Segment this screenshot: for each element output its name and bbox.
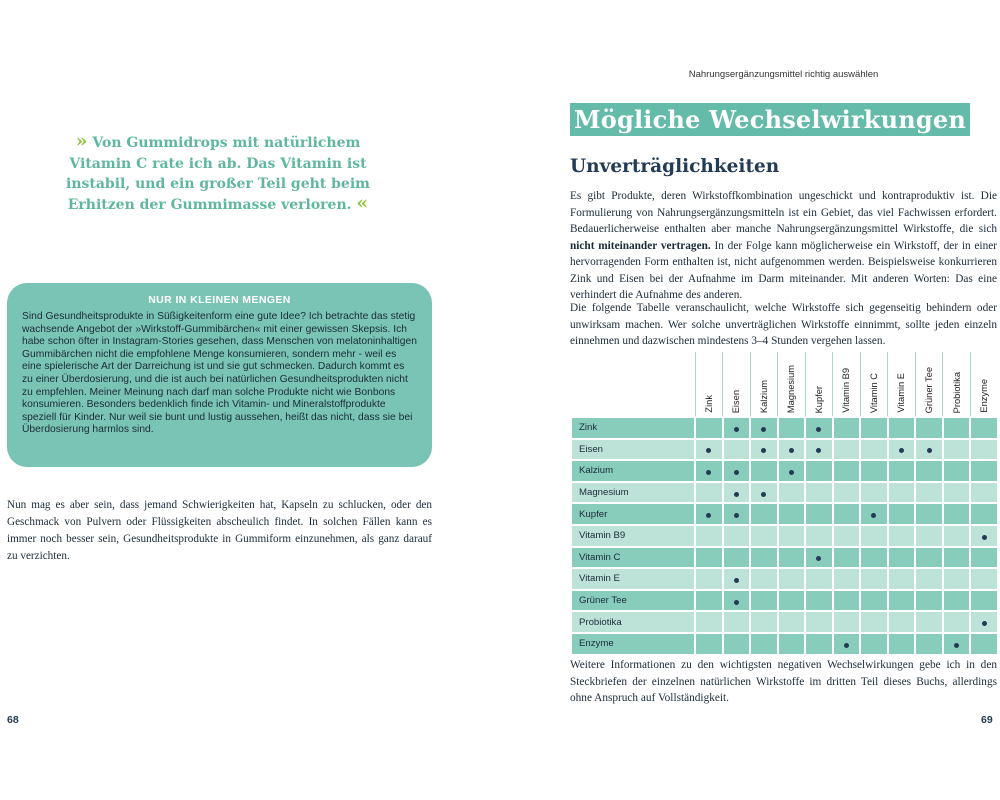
column-header-zink — [695, 352, 723, 417]
table-cell — [915, 568, 943, 590]
column-header-magnesium — [778, 352, 806, 417]
table-cell — [750, 525, 778, 547]
column-header-vitamin-e — [888, 352, 916, 417]
quote-open-mark: » — [75, 130, 88, 152]
table-cell — [778, 417, 806, 439]
table-cell — [888, 568, 916, 590]
table-cell — [805, 439, 833, 461]
column-header-gruener-tee — [915, 352, 943, 417]
running-header: Nahrungsergänzungsmittel richtig auswählen — [688, 69, 879, 80]
table-cell — [695, 525, 723, 547]
column-header-label: Grüner Tee — [924, 366, 935, 413]
table-cell — [833, 439, 861, 461]
table-cell — [695, 611, 723, 633]
table-cell — [888, 482, 916, 504]
table-cell — [805, 482, 833, 504]
column-header-label: Probiotika — [951, 371, 962, 413]
table-cell — [778, 525, 806, 547]
table-cell — [695, 482, 723, 504]
row-label: Kupfer — [571, 503, 695, 525]
table-cell — [970, 503, 998, 525]
table-cell — [695, 460, 723, 482]
table-cell — [805, 611, 833, 633]
column-header-label: Eisen — [731, 389, 742, 413]
interaction-dot — [734, 427, 739, 432]
table-cell — [833, 482, 861, 504]
table-row-eisen — [571, 439, 998, 461]
interaction-dot — [844, 643, 849, 648]
table-cell — [943, 590, 971, 612]
paragraph-1-bold-text: nicht miteinander vertragen. — [570, 239, 711, 252]
table-cell — [970, 417, 998, 439]
row-label: Kalzium — [571, 460, 695, 482]
table-cell — [723, 525, 751, 547]
table-cell — [860, 568, 888, 590]
interaction-dot — [816, 448, 821, 453]
table-cell — [805, 568, 833, 590]
table-row-vitamin-e — [571, 568, 998, 590]
body-paragraph-1 — [570, 188, 997, 304]
table-cell — [778, 568, 806, 590]
table-cell — [915, 590, 943, 612]
table-cell — [695, 633, 723, 655]
table-cell — [860, 547, 888, 569]
info-box-title: NUR IN KLEINEN MENGEN — [148, 294, 291, 306]
interaction-dot — [816, 427, 821, 432]
column-header-kupfer — [805, 352, 833, 417]
table-cell — [778, 482, 806, 504]
table-cell — [915, 525, 943, 547]
interaction-dot — [816, 556, 821, 561]
table-cell — [750, 633, 778, 655]
table-cell — [723, 417, 751, 439]
table-cell — [915, 503, 943, 525]
table-cell — [778, 547, 806, 569]
table-row-kupfer — [571, 503, 998, 525]
table-cell — [970, 482, 998, 504]
column-header-vitamin-c — [860, 352, 888, 417]
table-cell — [943, 417, 971, 439]
paragraph-1-text-after: In der Folge kann möglicherweise ein Wirkstoff, der in einer hervorragenden Form enthalten ist, nicht aufgenommen werden. Beispielsweise konkurrieren Zink und Eisen bei der Aufnahme im Darm miteinander. Mit anderen Worten: Das eine verhindert die Aufnahme des anderen. — [570, 239, 997, 301]
table-cell — [723, 590, 751, 612]
table-cell — [888, 417, 916, 439]
table-cell — [915, 611, 943, 633]
interaction-table-wrapper — [570, 352, 997, 656]
table-cell — [970, 633, 998, 655]
table-cell — [943, 503, 971, 525]
interaction-dot — [789, 448, 794, 453]
table-cell — [860, 590, 888, 612]
table-cell — [805, 417, 833, 439]
table-cell — [833, 525, 861, 547]
table-row-magnesium — [571, 482, 998, 504]
table-cell — [915, 547, 943, 569]
row-label: Vitamin C — [571, 547, 695, 569]
table-cell — [860, 482, 888, 504]
info-box-body: Sind Gesundheitsprodukte in Süßigkeitenform eine gute Idee? Ich betrachte das stetig wachsende Angebot der »Wirkstoff-Gummibärchen« mit einer gewissen Skepsis. Ich habe schon öfter in Instagram-Stories gesehen, dass Menschen von melatoninhaltigen Gummibärchen nicht die empfohlene Menge konsumieren, sondern mehr - weil es eine spielerische Art der Darreichung ist und sie gut schmecken. Dadurch kommt es zu einer Überdosierung, und die ist auch bei natürlichen Gesundheitsprodukten nicht zu empfehlen. Meiner Meinung nach darf man solche Produkte nicht wie Bonbons konsumieren. Besonders bedenklich finde ich Vitamin- und Mineralstoffprodukte speziell für Kinder. Nur weil sie bunt und lustig aussehen, heißt das nicht, dass sie bei Überdosierung harmlos sind. — [22, 311, 417, 436]
interaction-dot — [734, 492, 739, 497]
table-row-zink — [571, 417, 998, 439]
table-cell — [750, 503, 778, 525]
table-cell — [750, 482, 778, 504]
table-cell — [723, 439, 751, 461]
table-cell — [943, 482, 971, 504]
table-cell — [943, 439, 971, 461]
table-cell — [833, 590, 861, 612]
column-header-label: Enzyme — [979, 379, 990, 413]
column-header-kalzium — [750, 352, 778, 417]
table-row-probiotika — [571, 611, 998, 633]
row-label: Zink — [571, 417, 695, 439]
table-cell — [915, 439, 943, 461]
table-cell — [970, 525, 998, 547]
row-label: Enzyme — [571, 633, 695, 655]
table-cell — [943, 568, 971, 590]
table-cell — [750, 417, 778, 439]
column-header-eisen — [723, 352, 751, 417]
table-cell — [723, 482, 751, 504]
table-cell — [805, 633, 833, 655]
table-cell — [778, 460, 806, 482]
table-cell — [723, 547, 751, 569]
table-cell — [970, 611, 998, 633]
table-cell — [915, 633, 943, 655]
table-cell — [970, 460, 998, 482]
section-subtitle: Unverträglichkeiten — [570, 156, 780, 177]
table-cell — [805, 460, 833, 482]
table-cell — [943, 525, 971, 547]
table-cell — [695, 439, 723, 461]
column-header-label: Zink — [703, 395, 714, 413]
pull-quote-text: Von Gummidrops mit natürlichem Vitamin C rate ich ab. Das Vitamin ist instabil, und ein großer Teil geht beim Erhitzen der Gummimasse verloren. — [66, 135, 370, 213]
table-row-kalzium — [571, 460, 998, 482]
table-cell — [888, 633, 916, 655]
table-cell — [778, 590, 806, 612]
row-label: Grüner Tee — [571, 590, 695, 612]
table-cell — [805, 503, 833, 525]
body-paragraph-3: Weitere Informationen zu den wichtigsten negativen Wechselwirkungen gebe ich in den Steckbriefen der einzelnen natürlichen Wirkstoffe im dritten Teil dieses Buchs, allerdings ohne Anspruch auf Vollständigkeit. — [570, 659, 997, 704]
table-cell — [860, 439, 888, 461]
table-cell — [695, 417, 723, 439]
table-cell — [943, 460, 971, 482]
table-row-vitamin-c — [571, 547, 998, 569]
table-cell — [943, 547, 971, 569]
column-header-label: Vitamin C — [868, 372, 879, 413]
table-cell — [833, 611, 861, 633]
row-label: Vitamin E — [571, 568, 695, 590]
table-row-enzyme — [571, 633, 998, 655]
table-cell — [695, 568, 723, 590]
table-cell — [888, 503, 916, 525]
table-cell — [723, 503, 751, 525]
table-cell — [833, 633, 861, 655]
interaction-dot — [982, 535, 987, 540]
table-body — [571, 417, 998, 655]
chapter-title: Mögliche Wechselwirkungen — [570, 103, 970, 136]
table-cell — [833, 568, 861, 590]
table-cell — [723, 633, 751, 655]
table-cell — [750, 611, 778, 633]
interaction-dot — [706, 513, 711, 518]
table-cell — [805, 590, 833, 612]
interaction-dot — [954, 643, 959, 648]
table-cell — [888, 525, 916, 547]
interaction-dot — [761, 427, 766, 432]
table-cell — [888, 590, 916, 612]
table-cell — [805, 547, 833, 569]
table-cell — [860, 460, 888, 482]
table-cell — [888, 439, 916, 461]
page-number-left: 68 — [7, 714, 19, 726]
row-label: Eisen — [571, 439, 695, 461]
column-header-probiotika — [943, 352, 971, 417]
left-body-paragraph: Nun mag es aber sein, dass jemand Schwierigkeiten hat, Kapseln zu schlucken, oder den Geschmack von Pulvern oder Flüssigkeiten abscheulich findet. In solchen Fällen kann es immer noch besser sein, Gesundheitsprodukte in Gummiform einzunehmen, als ganz darauf zu verzichten. — [7, 499, 432, 562]
table-cell — [888, 460, 916, 482]
row-label: Probiotika — [571, 611, 695, 633]
row-label: Magnesium — [571, 482, 695, 504]
table-header-row — [571, 352, 998, 417]
column-header-label: Vitamin B9 — [841, 368, 852, 413]
interaction-dot — [734, 513, 739, 518]
interaction-dot — [706, 470, 711, 475]
interaction-dot — [927, 448, 932, 453]
table-cell — [970, 439, 998, 461]
interaction-dot — [899, 448, 904, 453]
column-header-label: Kalzium — [758, 379, 769, 413]
table-cell — [943, 611, 971, 633]
table-cell — [860, 417, 888, 439]
table-cell — [915, 460, 943, 482]
table-row-vitamin-b9 — [571, 525, 998, 547]
row-label: Vitamin B9 — [571, 525, 695, 547]
body-paragraph-2: Die folgende Tabelle veranschaulicht, welche Wirkstoffe sich gegenseitig behindern oder unwirksam machen. Wer solche unverträglichen Wirkstoffe einnimmt, sollte jeden einzeln einnehmen und dazwischen mindestens 3–4 Stunden vergehen lassen. — [570, 302, 997, 347]
table-cell — [750, 439, 778, 461]
table-cell — [970, 568, 998, 590]
table-row-gruener-tee — [571, 590, 998, 612]
table-cell — [888, 611, 916, 633]
table-cell — [943, 633, 971, 655]
paragraph-1-text-before: Es gibt Produkte, deren Wirkstoffkombination ungeschickt und kontraproduktiv ist. Die Formulierung von Nahrungsergänzungsmitteln ist ein Gebiet, das viel Fachwissen erfordert. Bedauerlicherweise enthalten aber manche Nahrungsergänzungsmittel Wirkstoffe, die sich — [570, 190, 997, 235]
interaction-dot — [761, 448, 766, 453]
table-cell — [805, 525, 833, 547]
quote-close-mark: « — [356, 191, 369, 214]
table-cell — [750, 590, 778, 612]
pull-quote — [50, 130, 386, 215]
column-header-enzyme — [970, 352, 998, 417]
column-header-label: Magnesium — [786, 364, 797, 413]
column-header-label: Vitamin E — [896, 373, 907, 413]
table-cell — [750, 547, 778, 569]
table-cell — [860, 525, 888, 547]
table-corner — [571, 352, 695, 417]
table-cell — [778, 439, 806, 461]
interaction-table — [570, 352, 999, 656]
table-cell — [860, 503, 888, 525]
table-cell — [860, 633, 888, 655]
interaction-dot — [734, 600, 739, 605]
table-cell — [915, 417, 943, 439]
info-box — [7, 283, 432, 467]
table-cell — [915, 482, 943, 504]
table-cell — [695, 590, 723, 612]
table-cell — [695, 547, 723, 569]
table-cell — [778, 633, 806, 655]
table-cell — [833, 460, 861, 482]
interaction-dot — [789, 470, 794, 475]
interaction-dot — [982, 621, 987, 626]
interaction-dot — [734, 470, 739, 475]
table-cell — [750, 460, 778, 482]
interaction-dot — [871, 513, 876, 518]
column-header-label: Kupfer — [813, 385, 824, 413]
interaction-dot — [734, 578, 739, 583]
table-cell — [970, 547, 998, 569]
table-cell — [833, 547, 861, 569]
column-header-vitamin-b9 — [833, 352, 861, 417]
table-cell — [750, 568, 778, 590]
table-cell — [723, 568, 751, 590]
table-cell — [970, 590, 998, 612]
interaction-dot — [706, 448, 711, 453]
table-cell — [778, 503, 806, 525]
table-cell — [833, 417, 861, 439]
table-cell — [723, 611, 751, 633]
table-cell — [695, 503, 723, 525]
table-cell — [723, 460, 751, 482]
page-number-right: 69 — [981, 714, 993, 726]
interaction-dot — [761, 492, 766, 497]
table-cell — [778, 611, 806, 633]
table-cell — [888, 547, 916, 569]
table-cell — [833, 503, 861, 525]
table-cell — [860, 611, 888, 633]
